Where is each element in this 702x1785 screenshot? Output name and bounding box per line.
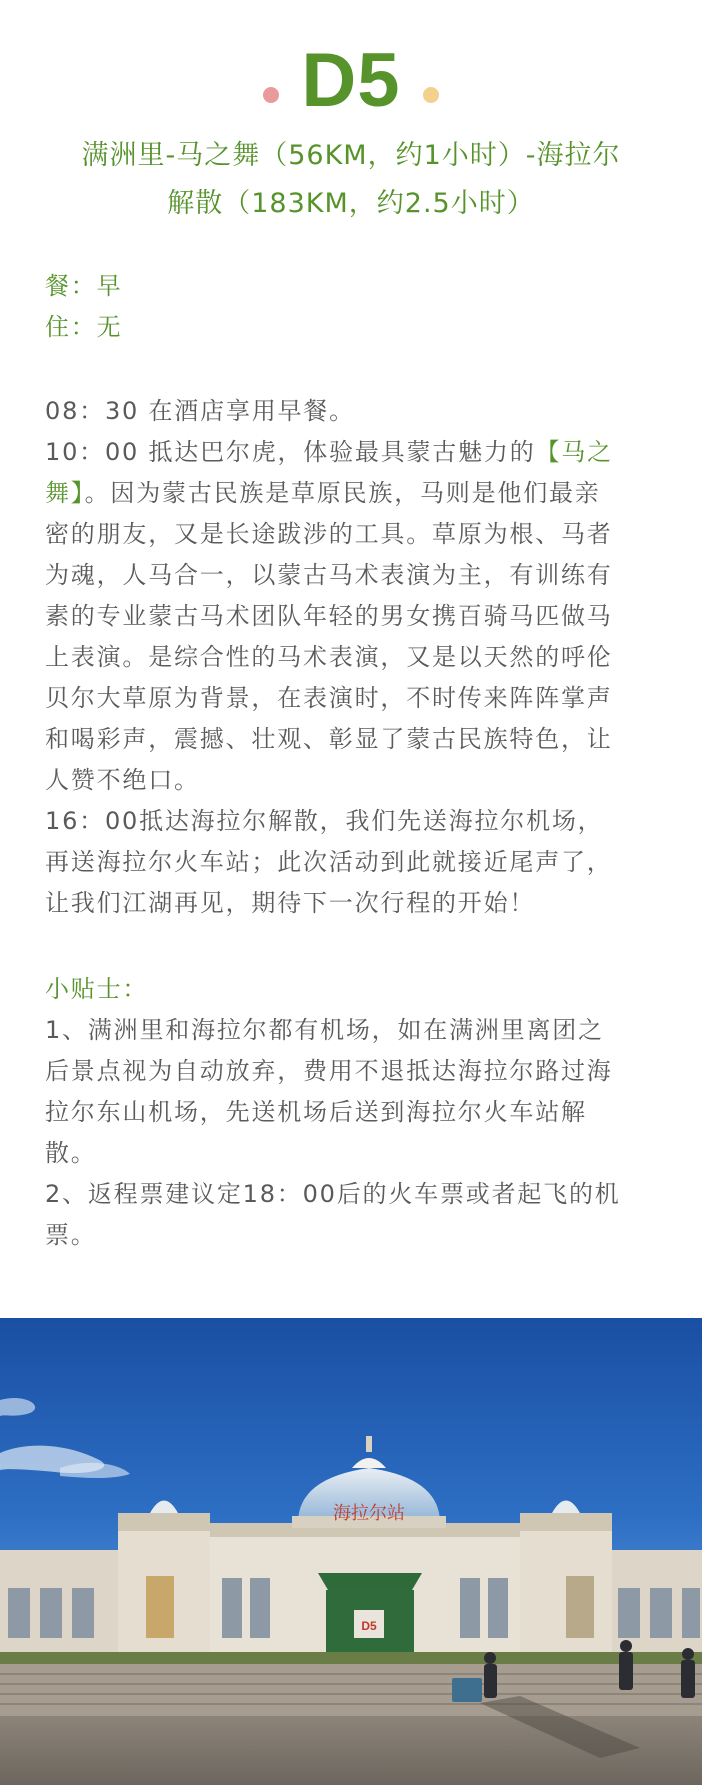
highlight-attraction: 【马之 [535, 438, 613, 466]
tip-line: 散。 [45, 1139, 97, 1167]
route-title [40, 132, 662, 228]
schedule-line: 密的朋友，又是长途跋涉的工具。草原为根、马者 [45, 520, 613, 548]
schedule-line [45, 432, 657, 473]
meal-info: 餐：早 [45, 272, 123, 300]
schedule-line: 08：30 在酒店享用早餐。 [45, 397, 355, 425]
schedule-text: 10：00 抵达巴尔虎，体验最具蒙古魅力的 [45, 438, 536, 466]
schedule-line [45, 473, 657, 514]
day-label: D5 [301, 38, 401, 123]
tip-line: 拉尔东山机场，先送机场后送到海拉尔火车站解 [45, 1098, 587, 1126]
schedule-text: 。因为蒙古民族是草原民族，马则是他们最亲 [84, 479, 601, 507]
schedule-section [45, 391, 657, 924]
schedule-line: 为魂，人马合一，以蒙古马术表演为主，有训练有 [45, 561, 613, 589]
schedule-line: 人赞不绝口。 [45, 766, 200, 794]
tip-line: 票。 [45, 1221, 97, 1249]
tips-title: 小贴士： [45, 975, 149, 1003]
pink-dot-icon [263, 87, 279, 103]
schedule-line: 上表演。是综合性的马术表演，又是以天然的呼伦 [45, 643, 613, 671]
day-title-row [0, 36, 702, 126]
station-sign-text: 海拉尔站 [333, 1503, 405, 1524]
route-line-1: 满洲里-马之舞（56KM，约1小时）-海拉尔 [81, 140, 621, 171]
tip-line: 2、返程票建议定18：00后的火车票或者起飞的机 [45, 1180, 621, 1208]
tip-line: 1、满洲里和海拉尔都有机场，如在满洲里离团之 [45, 1016, 604, 1044]
entrance-badge: D5 [361, 1619, 377, 1633]
highlight-attraction: 舞】 [45, 479, 85, 507]
stay-info: 住：无 [45, 313, 123, 341]
schedule-line: 再送海拉尔火车站；此次活动到此就接近尾声了， [45, 848, 613, 876]
schedule-line: 让我们江湖再见，期待下一次行程的开始！ [45, 889, 536, 917]
yellow-dot-icon [423, 87, 439, 103]
route-line-2: 解散（183KM，约2.5小时） [167, 188, 535, 219]
tips-section [45, 969, 657, 1256]
tip-line: 后景点视为自动放弃，费用不退抵达海拉尔路过海 [45, 1057, 613, 1085]
schedule-line: 贝尔大草原为背景，在表演时，不时传来阵阵掌声 [45, 684, 613, 712]
schedule-line: 16：00抵达海拉尔解散，我们先送海拉尔机场， [45, 807, 604, 835]
schedule-line: 和喝彩声，震撼、壮观、彰显了蒙古民族特色，让 [45, 725, 613, 753]
schedule-line: 素的专业蒙古马术团队年轻的男女携百骑马匹做马 [45, 602, 613, 630]
day-header [0, 0, 702, 250]
hailar-station-photo [0, 1318, 702, 1785]
meals-section [45, 266, 657, 348]
